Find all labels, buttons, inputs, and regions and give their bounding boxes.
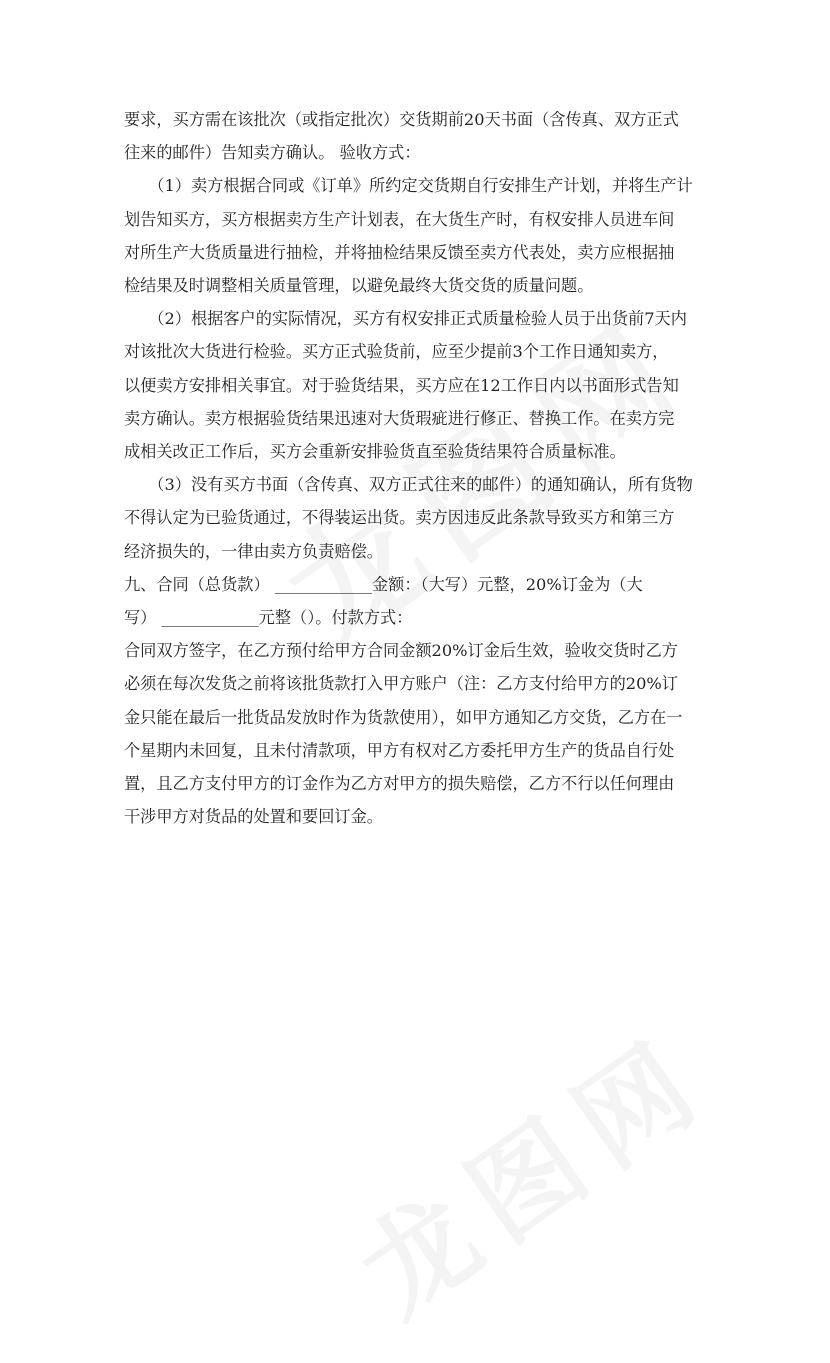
- text-line: 必须在每次发货之前将该批货款打入甲方账户（注：乙方支付给甲方的20%订: [124, 674, 678, 694]
- text-line: （2）根据客户的实际情况，买方有权安排正式质量检验人员于出货前7天内: [148, 309, 687, 329]
- text-line: （3）没有买方书面（含传真、双方正式往来的邮件）的通知确认，所有货物: [148, 475, 693, 495]
- text-line: 合同双方签字，在乙方预付给甲方合同金额20%订金后生效，验收交货时乙方: [124, 641, 678, 661]
- text-line: 干涉甲方对货品的处置和要回订金。: [124, 807, 383, 827]
- text-line: 划告知买方，买方根据卖方生产计划表，在大货生产时，有权安排人员进车间: [124, 209, 675, 229]
- text-line: 卖方确认。卖方根据验货结果迅速对大货瑕疵进行修正、替换工作。在卖方完: [124, 408, 675, 428]
- text-line: 不得认定为已验货通过，不得装运出货。卖方因违反此条款导致买方和第三方: [124, 508, 675, 528]
- text-line: 对所生产大货质量进行抽检，并将抽检结果反馈至卖方代表处，卖方应根据抽: [124, 242, 675, 262]
- watermark-secondary: [325, 917, 830, 1363]
- text-line: （1）卖方根据合同或《订单》所约定交货期自行安排生产计划，并将生产计: [148, 176, 693, 196]
- text-line: 对该批次大货进行检验。买方正式验货前，应至少提前3个工作日通知卖方，: [124, 342, 669, 362]
- text-line: 置，且乙方支付甲方的订金作为乙方对甲方的损失赔偿，乙方不行以任何理由: [124, 774, 675, 794]
- text-line: 往来的邮件）告知卖方确认。 验收方式：: [124, 143, 421, 163]
- text-line: 金只能在最后一批货品发放时作为货款使用），如甲方通知乙方交货，乙方在一: [124, 707, 683, 727]
- paragraph-acceptance-notice: [124, 103, 704, 169]
- text-line: 个星期内未回复，且未付清款项，甲方有权对乙方委托甲方生产的货品自行处: [124, 740, 675, 760]
- text-line: 九、合同（总货款） ____________金额：（大写）元整，20%订金为（大: [124, 574, 643, 594]
- document-body: [124, 103, 704, 833]
- text-line: 成相关改正工作后，买方会重新安排验货直至验货结果符合质量标准。: [124, 442, 626, 462]
- paragraph-payment-terms: [124, 634, 704, 833]
- text-line: 检结果及时调整相关质量管理，以避免最终大货交货的质量问题。: [124, 276, 594, 296]
- text-line: 经济损失的，一律由卖方负责赔偿。: [124, 541, 383, 561]
- paragraph-clause-1: [124, 169, 704, 302]
- text-line: 要求，买方需在该批次（或指定批次）交货期前20天书面（含传真、双方正式: [124, 110, 679, 129]
- text-line: 以便卖方安排相关事宜。对于验货结果，买方应在12工作日内以书面形式告知: [124, 375, 679, 395]
- paragraph-clause-3: [124, 468, 704, 568]
- text-line: 写） ____________元整（）。付款方式：: [124, 608, 413, 628]
- paragraph-clause-2: [124, 302, 704, 468]
- paragraph-section-9: [124, 568, 704, 634]
